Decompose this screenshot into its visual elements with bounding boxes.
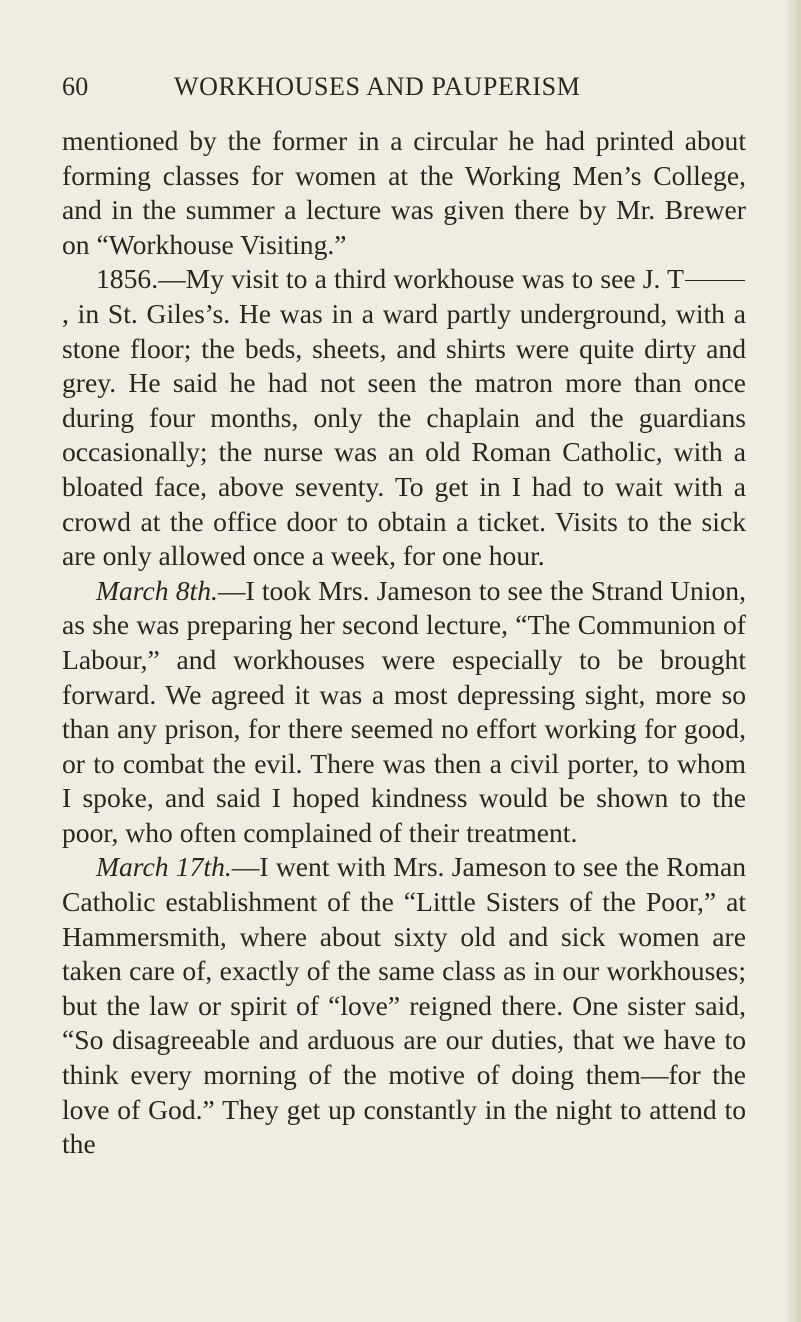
running-head [62, 72, 742, 112]
paragraph-3-text: —I took Mrs. Jameson to see the Strand Union, as she was preparing her second lecture, “The Communion of Labour,” and workhouses were especially to be brought forward. We agreed it was a most depressing sight, more so than any prison, for there seemed no effort working for good, or to combat the evil. There was then a civil porter, to whom I spoke, and said I hoped kindness would be shown to the poor, who often complained of their treatment. [62, 574, 747, 848]
entry-date-march-17: March 17th. [96, 851, 232, 883]
body-text [62, 124, 746, 1162]
paragraph-1: mentioned by the former in a circular he had printed about forming classes for women at the Working Men’s College, and in the summer a lecture was given there by Mr. Brewer on “Workhouse Visiting.” [62, 125, 746, 260]
paragraph-4 [62, 850, 746, 1161]
entry-date-march-8: March 8th. [96, 574, 218, 606]
name-omission-dash [685, 280, 745, 281]
running-head-title: WORKHOUSES AND PAUPERISM [174, 72, 581, 101]
paragraph-2-text: , in St. Giles’s. He was in a ward partly underground, with a stone floor; the beds, sheets, and shirts were quite dirty and grey. He said he had not seen the matron more than once during four months, only the chaplain and the guardians occasionally; the nurse was an old Roman Catholic, with a bloated face, above seventy. To get in I had to wait with a crowd at the office door to obtain a ticket. Visits to the sick are only allowed once a week, for one hour. [62, 297, 746, 572]
page-edge-shadow [783, 0, 801, 1322]
page-number: 60 [62, 72, 89, 101]
paragraph-4-text: —I went with Mrs. Jameson to see the Roman Catholic establishment of the “Little Sisters of the Poor,” at Hammersmith, where about sixty old and sick women are taken care of, exactly of the same class as in our workhouses; but the law or spirit of “love” reigned there. One sister said, “So disagreeable and arduous are our duties, that we have to think every morning of the motive of doing them—for the love of God.” They get up constantly in the night to attend to the [62, 851, 746, 1160]
paragraph-2 [62, 262, 746, 573]
paragraph-2-lead: 1856.—My visit to a third workhouse was to see J. T [96, 263, 684, 295]
paragraph-3 [62, 574, 746, 851]
